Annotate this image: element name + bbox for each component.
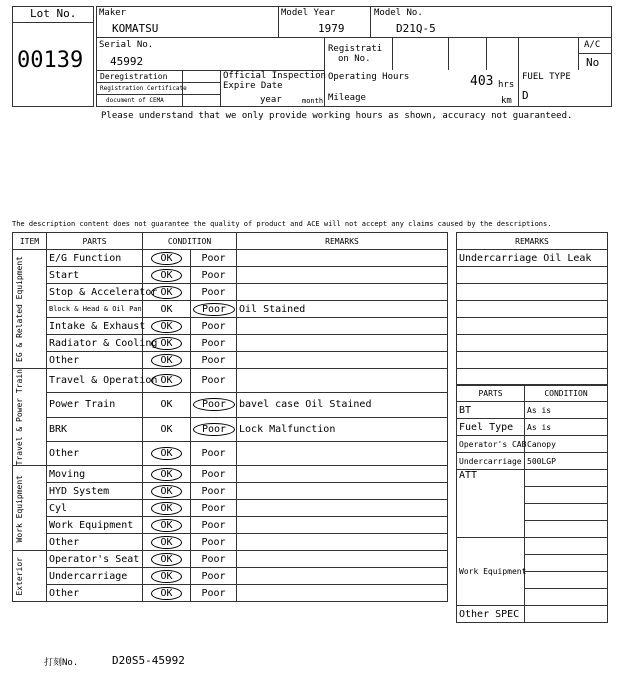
dereg-label: Deregistration	[100, 72, 168, 81]
item-group-label: EG & Related Equipment	[15, 256, 24, 362]
condition-poor-cell	[191, 301, 237, 318]
condition-row	[13, 483, 448, 500]
remark-cell	[237, 335, 448, 352]
poor-label: Poor	[201, 448, 226, 460]
ok-label: OK	[151, 468, 181, 481]
item-group-label: Exterior	[15, 557, 24, 596]
condition-poor-cell	[191, 284, 237, 301]
poor-label: Poor	[201, 570, 226, 582]
remark-cell	[237, 466, 448, 483]
poor-label: Poor	[201, 252, 226, 264]
condition-poor-cell	[191, 500, 237, 517]
side-remarks-header: REMARKS	[457, 233, 608, 250]
remark-cell	[237, 441, 448, 465]
condition-ok-cell	[143, 352, 191, 369]
remark-cell	[237, 500, 448, 517]
ok-label: OK	[151, 337, 181, 350]
poor-label: Poor	[201, 502, 226, 514]
part-name: Travel & Operation	[47, 369, 143, 393]
condition-ok-cell	[143, 534, 191, 551]
condition-row	[13, 318, 448, 335]
condition-row	[13, 369, 448, 393]
att-value	[525, 521, 608, 538]
condition-poor-cell	[191, 417, 237, 441]
poor-label: Poor	[193, 303, 235, 316]
pc-value: As is	[525, 419, 608, 436]
item-group-cell	[13, 466, 47, 551]
poor-label: Poor	[201, 553, 226, 565]
pc-part: Operator's CAB	[457, 436, 525, 453]
ok-label: OK	[151, 502, 181, 515]
registration-label: Registrati	[328, 44, 383, 54]
condition-ok-cell	[143, 466, 191, 483]
ok-label: OK	[151, 252, 181, 265]
part-name: Undercarriage	[47, 568, 143, 585]
inspection-label: Official Inspection	[223, 71, 326, 81]
part-name: Other	[47, 441, 143, 465]
side-remark-cell	[457, 318, 608, 335]
item-group-label: Travel & Power Train	[15, 369, 24, 466]
condition-poor-cell	[191, 551, 237, 568]
att-value	[525, 504, 608, 521]
side-remark-cell	[457, 352, 608, 369]
hours-value: 403	[470, 74, 494, 89]
other-spec-label: Other SPEC	[457, 606, 525, 623]
part-name: Other	[47, 352, 143, 369]
item-header: ITEM	[13, 233, 47, 250]
part-name: Cyl	[47, 500, 143, 517]
ok-label: OK	[151, 519, 181, 532]
condition-poor-cell	[191, 585, 237, 602]
pc-value: As is	[525, 402, 608, 419]
att-value	[525, 487, 608, 504]
fuel-label: FUEL TYPE	[522, 72, 571, 82]
item-group-cell	[13, 369, 47, 466]
mileage-label: Mileage	[328, 93, 366, 103]
condition-row	[13, 568, 448, 585]
poor-label: Poor	[201, 485, 226, 497]
remark-cell	[237, 267, 448, 284]
condition-ok-cell	[143, 585, 191, 602]
poor-label: Poor	[201, 320, 226, 332]
remark-cell	[237, 352, 448, 369]
maker-value: KOMATSU	[112, 22, 159, 35]
fuel-value: D	[522, 89, 529, 102]
part-name: Intake & Exhaust	[47, 318, 143, 335]
condition-row	[13, 585, 448, 602]
remark-cell	[237, 534, 448, 551]
maker-label: Maker	[99, 8, 127, 18]
ok-label: OK	[160, 303, 173, 315]
condition-poor-cell	[191, 534, 237, 551]
part-name: HYD System	[47, 483, 143, 500]
part-name: Radiator & Cooling	[47, 335, 143, 352]
att-value	[525, 470, 608, 487]
pc-other-row	[457, 606, 608, 623]
ok-label: OK	[151, 485, 181, 498]
parts-header: PARTS	[47, 233, 143, 250]
condition-ok-cell	[143, 483, 191, 500]
work-value	[525, 572, 608, 589]
year-label: year	[260, 95, 282, 105]
part-name: Stop & Accelerator	[47, 284, 143, 301]
poor-label: Poor	[201, 536, 226, 548]
pc-work-row	[457, 538, 608, 555]
condition-row	[13, 534, 448, 551]
condition-ok-cell	[143, 568, 191, 585]
side-remark-row	[457, 267, 608, 284]
parts-condition-table	[456, 384, 608, 623]
registration-label-2: on No.	[338, 54, 371, 64]
condition-row	[13, 301, 448, 318]
condition-poor-cell	[191, 393, 237, 417]
poor-label: Poor	[201, 269, 226, 281]
part-name: Power Train	[47, 393, 143, 417]
remark-cell	[237, 318, 448, 335]
poor-label: Poor	[201, 375, 226, 387]
notice-text: Please understand that we only provide working hours as shown, accuracy not guaranteed.	[101, 111, 573, 121]
condition-ok-cell	[143, 500, 191, 517]
poor-label: Poor	[201, 519, 226, 531]
poor-label: Poor	[193, 423, 235, 436]
side-remarks-table	[456, 232, 608, 386]
ok-label: OK	[151, 269, 181, 282]
pc-row	[457, 453, 608, 470]
stamp-no-label: 打刻No.	[44, 658, 79, 668]
pc-value: Canopy	[525, 436, 608, 453]
ok-label: OK	[160, 399, 173, 411]
condition-ok-cell	[143, 517, 191, 534]
condition-header: CONDITION	[143, 233, 237, 250]
item-group-cell	[13, 250, 47, 369]
ac-label: A/C	[584, 40, 601, 50]
condition-poor-cell	[191, 250, 237, 267]
condition-row	[13, 352, 448, 369]
remark-cell	[237, 585, 448, 602]
ok-label: OK	[151, 587, 181, 600]
side-remark-row	[457, 369, 608, 386]
condition-row	[13, 551, 448, 568]
condition-poor-cell	[191, 441, 237, 465]
side-remark-row	[457, 284, 608, 301]
poor-label: Poor	[201, 354, 226, 366]
condition-ok-cell	[143, 301, 191, 318]
condition-poor-cell	[191, 517, 237, 534]
ok-label: OK	[151, 447, 181, 460]
hours-label: Operating Hours	[328, 72, 410, 82]
cema-label: document of CEMA	[106, 97, 164, 104]
side-remark-cell	[457, 335, 608, 352]
side-remark-cell: Undercarriage Oil Leak	[457, 250, 608, 267]
part-name: E/G Function	[47, 250, 143, 267]
condition-poor-cell	[191, 318, 237, 335]
disclaimer-text: The description content does not guarantee the quality of product and ACE will not accept any claims caused by the descriptions.	[12, 220, 552, 228]
side-remark-cell	[457, 284, 608, 301]
condition-ok-cell	[143, 318, 191, 335]
pc-row	[457, 436, 608, 453]
pc-att-row	[457, 470, 608, 487]
ok-label: OK	[151, 553, 181, 566]
ok-label: OK	[160, 423, 173, 435]
side-remark-cell	[457, 301, 608, 318]
pc-value: 500LGP	[525, 453, 608, 470]
condition-ok-cell	[143, 551, 191, 568]
pc-part: BT	[457, 402, 525, 419]
condition-row	[13, 466, 448, 483]
condition-ok-cell	[143, 417, 191, 441]
remark-cell	[237, 369, 448, 393]
ok-label: OK	[151, 374, 181, 387]
ok-label: OK	[151, 286, 181, 299]
part-name: Block & Head & Oil Pan	[47, 301, 143, 318]
lot-number: 00139	[17, 48, 84, 73]
side-remark-row	[457, 335, 608, 352]
condition-ok-cell	[143, 267, 191, 284]
condition-ok-cell	[143, 441, 191, 465]
ok-label: OK	[151, 320, 181, 333]
lot-label: Lot No.	[30, 7, 77, 20]
side-remark-row	[457, 250, 608, 267]
poor-label: Poor	[201, 337, 226, 349]
condition-poor-cell	[191, 483, 237, 500]
condition-table	[12, 232, 448, 602]
other-spec-value	[525, 606, 608, 623]
side-remark-cell	[457, 369, 608, 386]
poor-label: Poor	[201, 468, 226, 480]
poor-label: Poor	[193, 398, 235, 411]
part-name: BRK	[47, 417, 143, 441]
att-label: ATT	[457, 470, 525, 538]
pc-parts-header: PARTS	[457, 385, 525, 402]
reg-cert-label: Registration Certificate	[100, 85, 187, 92]
condition-poor-cell	[191, 352, 237, 369]
ac-value: No	[586, 56, 600, 69]
remark-cell	[237, 250, 448, 267]
pc-condition-header: CONDITION	[525, 385, 608, 402]
model-year-value: 1979	[318, 22, 345, 35]
side-remark-row	[457, 301, 608, 318]
ok-label: OK	[151, 354, 181, 367]
remark-cell	[237, 517, 448, 534]
pc-part: Fuel Type	[457, 419, 525, 436]
mileage-unit: km	[501, 96, 512, 106]
condition-row	[13, 517, 448, 534]
remark-cell: Oil Stained	[237, 301, 448, 318]
condition-ok-cell	[143, 393, 191, 417]
remark-cell: bavel case Oil Stained	[237, 393, 448, 417]
part-name: Other	[47, 534, 143, 551]
condition-row	[13, 441, 448, 465]
condition-row	[13, 284, 448, 301]
condition-poor-cell	[191, 267, 237, 284]
ok-label: OK	[151, 536, 181, 549]
condition-poor-cell	[191, 335, 237, 352]
side-remark-row	[457, 352, 608, 369]
condition-row	[13, 417, 448, 441]
model-year-label: Model Year	[281, 8, 336, 18]
work-value	[525, 589, 608, 606]
condition-poor-cell	[191, 369, 237, 393]
condition-poor-cell	[191, 466, 237, 483]
ok-label: OK	[151, 570, 181, 583]
pc-part: Undercarriage	[457, 453, 525, 470]
condition-ok-cell	[143, 250, 191, 267]
remark-cell	[237, 483, 448, 500]
condition-row	[13, 250, 448, 267]
part-name: Start	[47, 267, 143, 284]
work-value	[525, 538, 608, 555]
poor-label: Poor	[201, 587, 226, 599]
pc-row	[457, 402, 608, 419]
remark-cell	[237, 284, 448, 301]
month-label: month	[302, 97, 324, 105]
serial-value: 45992	[110, 55, 144, 68]
work-value	[525, 555, 608, 572]
serial-label: Serial No.	[99, 40, 154, 50]
part-name: Work Equipment	[47, 517, 143, 534]
part-name: Moving	[47, 466, 143, 483]
inspection-label-2: Expire Date	[223, 81, 283, 91]
hours-unit: hrs	[498, 80, 515, 90]
side-remark-cell	[457, 267, 608, 284]
condition-row	[13, 335, 448, 352]
part-name: Operator's Seat	[47, 551, 143, 568]
side-remark-row	[457, 318, 608, 335]
poor-label: Poor	[201, 286, 226, 298]
condition-row	[13, 500, 448, 517]
condition-row	[13, 393, 448, 417]
remark-cell	[237, 551, 448, 568]
model-no-label: Model No.	[374, 8, 423, 18]
part-name: Other	[47, 585, 143, 602]
stamp-no-value: D20S5-45992	[112, 654, 185, 667]
pc-row	[457, 419, 608, 436]
condition-poor-cell	[191, 568, 237, 585]
remarks-header: REMARKS	[237, 233, 448, 250]
item-group-label: Work Equipment	[15, 474, 24, 543]
item-group-cell	[13, 551, 47, 602]
remark-cell: Lock Malfunction	[237, 417, 448, 441]
work-equipment-label: Work Equipment	[457, 538, 525, 606]
model-no-value: D21Q-5	[396, 22, 436, 35]
remark-cell	[237, 568, 448, 585]
condition-row	[13, 267, 448, 284]
